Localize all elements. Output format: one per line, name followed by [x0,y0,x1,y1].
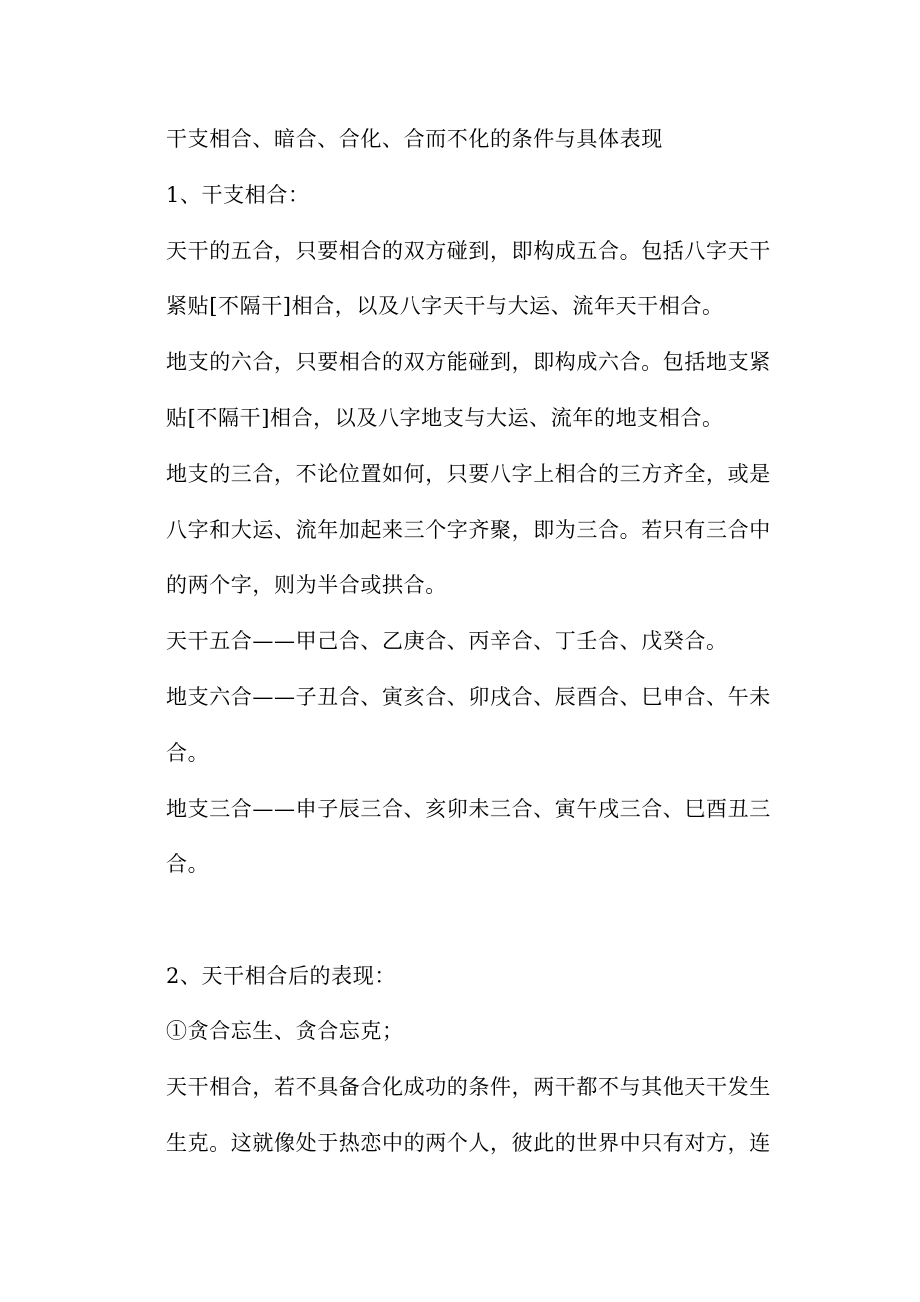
paragraph-line: 地支的三合，不论位置如何，只要八字上相合的三方齐全，或是 [166,462,771,486]
paragraph-line: 的两个字，则为半合或拱合。 [166,573,447,597]
paragraph-line: 地支的六合，只要相合的双方能碰到，即构成六合。包括地支紧 [166,350,771,374]
paragraph-line: 贴[不隔干]相合，以及八字地支与大运、流年的地支相合。 [166,406,724,430]
paragraph-line: 地支三合——申子辰三合、亥卯未三合、寅午戌三合、巳酉丑三 [166,797,771,821]
paragraph-line: 八字和大运、流年加起来三个字齐聚，即为三合。若只有三合中 [166,518,771,542]
section-1-heading: 1、干支相合： [166,183,310,207]
paragraph-line: 地支六合——子丑合、寅亥合、卯戌合、辰酉合、巳申合、午未 [166,685,771,709]
paragraph-line: 天干的五合，只要相合的双方碰到，即构成五合。包括八字天干 [166,239,771,263]
paragraph-line: 天干相合，若不具备合化成功的条件，两干都不与其他天干发生 [166,1075,771,1099]
paragraph-line: 合。 [166,741,210,765]
paragraph-line: 合。 [166,852,210,876]
paragraph-line: 天干五合——甲己合、乙庚合、丙辛合、丁壬合、戊癸合。 [166,629,728,653]
paragraph-line: 生克。这就像处于热恋中的两个人，彼此的世界中只有对方，连 [166,1131,771,1155]
paragraph-line: 紧贴[不隔干]相合，以及八字天干与大运、流年天干相合。 [166,294,724,318]
document-title: 干支相合、暗合、合化、合而不化的条件与具体表现 [166,127,663,151]
section-2-heading: 2、天干相合后的表现： [166,964,396,988]
section-2-subheading: ①贪合忘生、贪合忘克； [166,1019,404,1043]
